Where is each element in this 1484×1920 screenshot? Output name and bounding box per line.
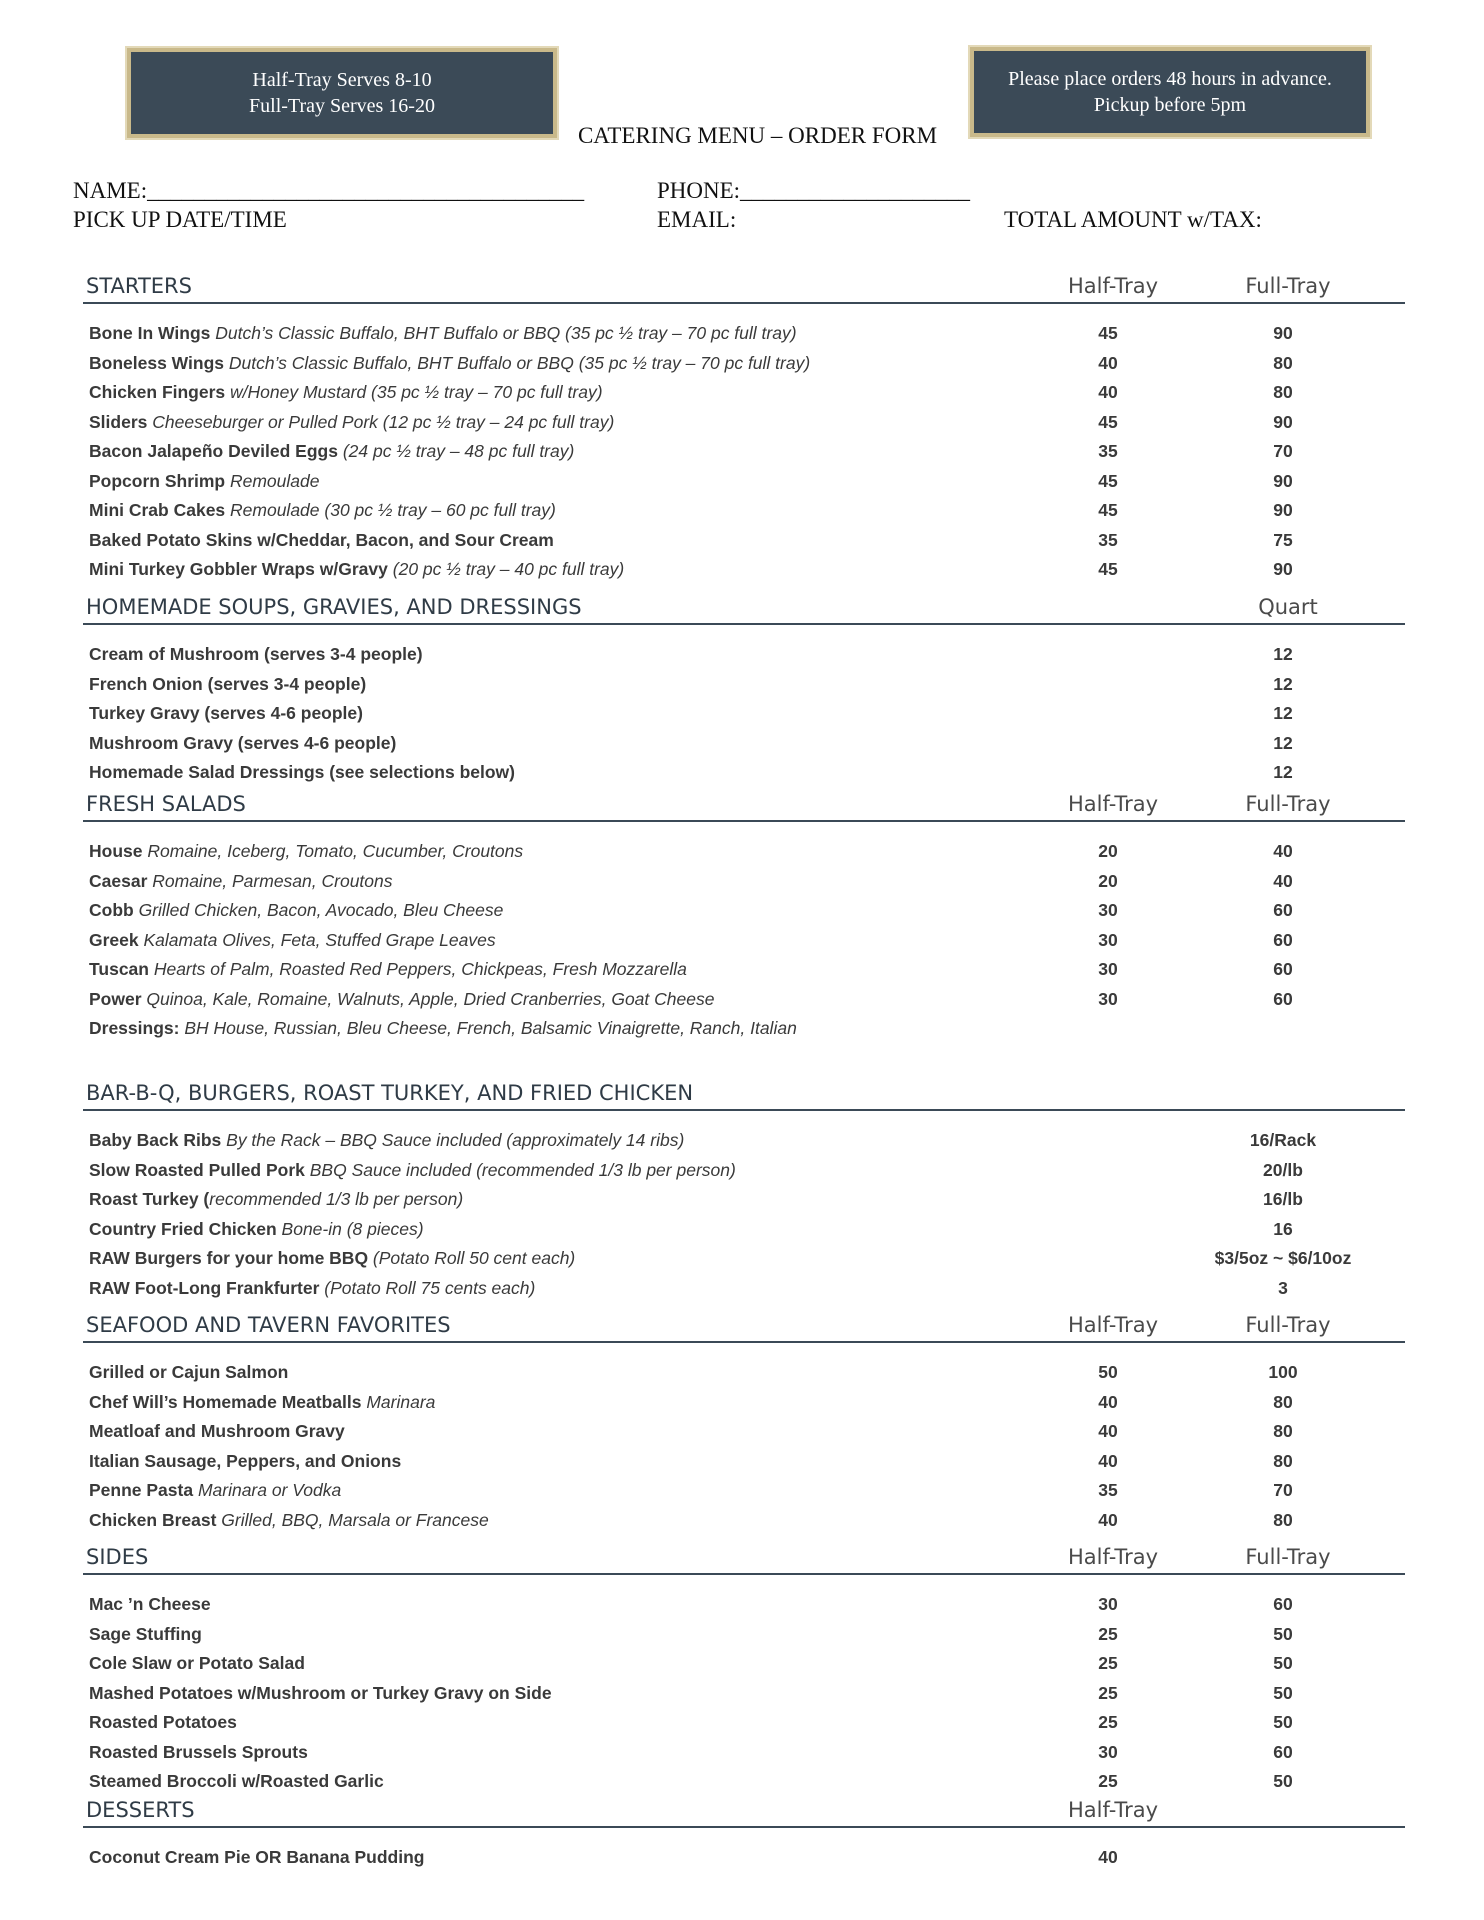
item-name: Dressings: — [89, 1018, 180, 1038]
item-name: Grilled or Cajun Salmon — [89, 1362, 289, 1382]
menu-section — [83, 1081, 1405, 1303]
total-amount-field[interactable]: TOTAL AMOUNT w/TAX: — [1004, 207, 1262, 232]
price-full: 50 — [1273, 1712, 1293, 1732]
menu-item — [83, 867, 1405, 897]
price-full: 3 — [1278, 1277, 1288, 1298]
price-full: 60 — [1273, 959, 1293, 979]
price-half: 45 — [1098, 500, 1118, 520]
item-label — [89, 1649, 305, 1679]
price-half: 35 — [1098, 529, 1118, 550]
menu-item — [83, 1126, 1405, 1156]
price-full: 20/lb — [1263, 1159, 1303, 1180]
price-full: 90 — [1273, 500, 1293, 520]
item-description: recommended 1/3 lb per person) — [209, 1189, 464, 1209]
item-name: Popcorn Shrimp — [89, 470, 226, 491]
item-description: Dutch’s Classic Buffalo, BHT Buffalo or BBQ (35 pc ½ tray – 70 pc full tray) — [224, 352, 811, 373]
item-name: Chicken Fingers — [89, 382, 226, 402]
item-label — [89, 1447, 401, 1477]
menu-item — [83, 467, 1405, 497]
item-label — [89, 670, 366, 700]
section-title: BAR-B-Q, BURGERS, ROAST TURKEY, AND FRIED CHICKEN — [86, 1081, 694, 1105]
section-header — [83, 1313, 1405, 1343]
price-half: 30 — [1098, 1594, 1118, 1614]
price-full: 80 — [1273, 1450, 1293, 1471]
item-name: Homemade Salad Dressings (see selections below) — [89, 762, 515, 782]
item-description: Remoulade — [225, 470, 320, 491]
price-half: 35 — [1098, 441, 1118, 461]
pickup-date-field[interactable]: PICK UP DATE/TIME — [73, 207, 287, 232]
item-name: Turkey Gravy (serves 4-6 people) — [89, 703, 363, 723]
menu-section — [83, 1545, 1405, 1797]
section-header — [83, 792, 1405, 822]
price-full: 40 — [1273, 870, 1293, 891]
item-description: Grilled Chicken, Bacon, Avocado, Bleu Cheese — [133, 900, 504, 920]
menu-item — [83, 1506, 1405, 1536]
column-header-full: Full-Tray — [1245, 1545, 1331, 1569]
item-name: Italian Sausage, Peppers, and Onions — [89, 1450, 402, 1471]
item-description: (24 pc ½ tray – 48 pc full tray) — [337, 441, 575, 461]
menu-section — [83, 1313, 1405, 1535]
price-full: 80 — [1273, 1391, 1293, 1412]
item-description: BBQ Sauce included (recommended 1/3 lb per person) — [304, 1159, 736, 1180]
advance-notice: Please place orders 48 hours in advance. — [1008, 68, 1332, 90]
menu-item — [83, 1620, 1405, 1650]
menu-item — [83, 1185, 1405, 1215]
item-label — [89, 837, 523, 867]
item-label — [89, 378, 603, 408]
half-tray-info: Half-Tray Serves 8-10 — [252, 69, 432, 91]
price-full: 12 — [1273, 762, 1293, 782]
item-label — [89, 1388, 435, 1418]
menu-item — [83, 699, 1405, 729]
item-label — [89, 1738, 308, 1768]
item-name: Country Fried Chicken — [89, 1218, 277, 1239]
item-label — [89, 437, 574, 467]
price-full: 60 — [1273, 900, 1293, 920]
item-label — [89, 1156, 736, 1186]
menu-item — [83, 1156, 1405, 1186]
price-half: 45 — [1098, 323, 1118, 343]
item-label — [89, 1708, 237, 1738]
page-title: CATERING MENU – ORDER FORM — [577, 123, 938, 148]
menu-item — [83, 1388, 1405, 1418]
price-half: 20 — [1098, 870, 1118, 891]
price-full: 50 — [1273, 1653, 1293, 1673]
menu-item — [83, 837, 1405, 867]
menu-item — [83, 496, 1405, 526]
item-name: Cobb — [89, 900, 134, 920]
price-full: 70 — [1273, 1480, 1293, 1500]
price-half: 40 — [1098, 1421, 1118, 1441]
item-description: Quinoa, Kale, Romaine, Walnuts, Apple, Dried Cranberries, Goat Cheese — [141, 988, 715, 1009]
item-name: Mac ’n Cheese — [89, 1594, 211, 1614]
item-name: Boneless Wings — [89, 352, 225, 373]
item-label — [89, 496, 556, 526]
item-name: Baked Potato Skins w/Cheddar, Bacon, and Sour Cream — [89, 529, 554, 550]
price-half: 40 — [1098, 352, 1118, 373]
menu-item — [83, 896, 1405, 926]
price-full: 80 — [1273, 1421, 1293, 1441]
item-description: w/Honey Mustard (35 pc ½ tray – 70 pc full tray) — [225, 382, 603, 402]
item-label — [89, 555, 624, 585]
menu-item — [83, 319, 1405, 349]
price-full: 16/lb — [1263, 1189, 1303, 1209]
price-full: 40 — [1273, 841, 1293, 861]
item-name: Roast Turkey ( — [89, 1189, 210, 1209]
menu-item — [83, 640, 1405, 670]
item-name: Baby Back Ribs — [89, 1130, 222, 1150]
price-half: 40 — [1098, 1847, 1118, 1867]
item-name: Sage Stuffing — [89, 1623, 202, 1644]
item-name: Meatloaf and Mushroom Gravy — [89, 1421, 345, 1441]
item-description: Hearts of Palm, Roasted Red Peppers, Chickpeas, Fresh Mozzarella — [148, 959, 687, 979]
item-label — [89, 1590, 211, 1620]
menu-item — [83, 1358, 1405, 1388]
column-header-full: Quart — [1258, 595, 1318, 619]
item-description: Marinara or Vodka — [193, 1480, 342, 1500]
price-full: 80 — [1273, 352, 1293, 373]
item-name: Greek — [89, 929, 139, 950]
item-name: Tuscan — [89, 959, 149, 979]
menu-item — [83, 985, 1405, 1015]
item-description: Remoulade (30 pc ½ tray – 60 pc full tray) — [225, 500, 556, 520]
item-name: RAW Foot-Long Frankfurter — [89, 1277, 320, 1298]
menu-item — [83, 1215, 1405, 1245]
price-half: 45 — [1098, 470, 1118, 491]
item-name: RAW Burgers for your home BBQ — [89, 1248, 369, 1268]
item-label — [89, 955, 687, 985]
price-full: 90 — [1273, 470, 1293, 491]
menu-item — [83, 955, 1405, 985]
price-full: 60 — [1273, 1741, 1293, 1762]
column-header-half: Half-Tray — [1067, 1313, 1159, 1337]
price-half: 30 — [1098, 929, 1118, 950]
full-tray-info: Full-Tray Serves 16-20 — [249, 95, 435, 117]
item-label — [89, 1476, 341, 1506]
item-description: Dutch’s Classic Buffalo, BHT Buffalo or BBQ (35 pc ½ tray – 70 pc full tray) — [210, 323, 797, 343]
price-half: 25 — [1098, 1653, 1118, 1673]
section-header — [83, 274, 1405, 304]
item-name: Cole Slaw or Potato Salad — [89, 1653, 305, 1673]
menu-item — [83, 1843, 1405, 1873]
menu-item — [83, 1590, 1405, 1620]
item-name: Mushroom Gravy (serves 4-6 people) — [89, 732, 397, 753]
item-label — [89, 1274, 535, 1304]
item-name: Power — [89, 988, 142, 1009]
item-description: (Potato Roll 50 cent each) — [368, 1248, 576, 1268]
item-name: Chicken Breast — [89, 1509, 217, 1530]
item-description: Cheeseburger or Pulled Pork (12 pc ½ tray – 24 pc full tray) — [147, 411, 615, 432]
menu-item — [83, 926, 1405, 956]
menu-section — [83, 595, 1405, 788]
menu-item — [83, 758, 1405, 788]
item-label — [89, 1417, 345, 1447]
item-label — [89, 1185, 463, 1215]
price-full: 75 — [1273, 529, 1293, 550]
column-header-full: Full-Tray — [1245, 1313, 1331, 1337]
price-full: 90 — [1273, 559, 1293, 579]
price-full: 12 — [1273, 732, 1293, 753]
section-title: STARTERS — [86, 274, 192, 298]
column-header-half: Half-Tray — [1067, 1798, 1159, 1822]
price-full: 50 — [1273, 1623, 1293, 1644]
price-full: 80 — [1273, 382, 1293, 402]
price-full: 100 — [1268, 1362, 1298, 1382]
item-name: Penne Pasta — [89, 1480, 194, 1500]
item-description: By the Rack – BBQ Sauce included (approximately 14 ribs) — [221, 1130, 685, 1150]
price-full: 70 — [1273, 441, 1293, 461]
item-description: Grilled, BBQ, Marsala or Francese — [216, 1509, 489, 1530]
menu-section — [83, 792, 1405, 1044]
item-description: Marinara — [361, 1391, 436, 1412]
price-full: 90 — [1273, 323, 1293, 343]
section-header — [83, 595, 1405, 625]
price-half: 30 — [1098, 900, 1118, 920]
menu-item — [83, 1738, 1405, 1768]
name-field[interactable]: NAME:______________________________________ — [73, 178, 585, 203]
item-name: Roasted Brussels Sprouts — [89, 1741, 308, 1762]
item-name: Sliders — [89, 411, 148, 432]
section-header — [83, 1545, 1405, 1575]
price-half: 20 — [1098, 841, 1118, 861]
item-name: Mashed Potatoes w/Mushroom or Turkey Gravy on Side — [89, 1682, 552, 1703]
menu-item — [83, 1767, 1405, 1797]
menu-item — [83, 1447, 1405, 1477]
item-label — [89, 1620, 202, 1650]
item-name: Slow Roasted Pulled Pork — [89, 1159, 305, 1180]
menu-item — [83, 349, 1405, 379]
price-half: 30 — [1098, 959, 1118, 979]
item-label — [89, 1843, 424, 1873]
menu-section — [83, 274, 1405, 585]
column-header-half: Half-Tray — [1067, 792, 1159, 816]
price-half: 40 — [1098, 1509, 1118, 1530]
price-full: 16 — [1273, 1218, 1293, 1239]
price-full: 60 — [1273, 1594, 1293, 1614]
section-title: HOMEMADE SOUPS, GRAVIES, AND DRESSINGS — [86, 595, 582, 619]
price-half: 25 — [1098, 1682, 1118, 1703]
item-name: Mini Crab Cakes — [89, 500, 226, 520]
item-label — [89, 896, 503, 926]
price-full: 60 — [1273, 929, 1293, 950]
price-half: 40 — [1098, 1391, 1118, 1412]
item-description: Romaine, Parmesan, Croutons — [147, 870, 393, 891]
menu-item — [83, 1708, 1405, 1738]
menu-item — [83, 1679, 1405, 1709]
item-label — [89, 319, 797, 349]
price-full: 12 — [1273, 644, 1293, 664]
item-label — [89, 526, 554, 556]
menu-item — [83, 729, 1405, 759]
item-label — [89, 1679, 552, 1709]
menu-item — [83, 670, 1405, 700]
menu-item — [83, 1476, 1405, 1506]
item-label — [89, 729, 396, 759]
item-label — [89, 640, 423, 670]
price-full: 60 — [1273, 988, 1293, 1009]
price-half: 50 — [1098, 1362, 1118, 1382]
price-full: $3/5oz ~ $6/10oz — [1214, 1248, 1352, 1268]
item-label — [89, 985, 714, 1015]
item-label — [89, 926, 496, 956]
item-label — [89, 699, 363, 729]
phone-field[interactable]: PHONE:____________________ — [657, 178, 971, 203]
email-field[interactable]: EMAIL: — [657, 207, 737, 232]
item-name: Bacon Jalapeño Deviled Eggs — [89, 441, 338, 461]
item-description: Romaine, Iceberg, Tomato, Cucumber, Croutons — [142, 841, 524, 861]
price-full: 12 — [1273, 703, 1293, 723]
item-label — [89, 1014, 797, 1044]
menu-item — [83, 555, 1405, 585]
section-title: FRESH SALADS — [86, 792, 246, 816]
column-header-full: Full-Tray — [1245, 792, 1331, 816]
price-half: 25 — [1098, 1623, 1118, 1644]
item-name: Caesar — [89, 870, 148, 891]
menu-item — [83, 378, 1405, 408]
price-half: 25 — [1098, 1712, 1118, 1732]
item-label — [89, 408, 614, 438]
price-full: 90 — [1273, 411, 1293, 432]
menu-item — [83, 1244, 1405, 1274]
item-description: (20 pc ½ tray – 40 pc full tray) — [387, 559, 625, 579]
item-label — [89, 1358, 288, 1388]
item-name: Steamed Broccoli w/Roasted Garlic — [89, 1771, 384, 1791]
item-label — [89, 867, 393, 897]
price-half: 30 — [1098, 988, 1118, 1009]
column-header-half: Half-Tray — [1067, 274, 1159, 298]
price-half: 40 — [1098, 1450, 1118, 1471]
item-name: Coconut Cream Pie OR Banana Pudding — [89, 1847, 425, 1867]
item-name: Mini Turkey Gobbler Wraps w/Gravy — [89, 559, 388, 579]
item-name: House — [89, 841, 143, 861]
price-half: 25 — [1098, 1771, 1118, 1791]
menu-item — [83, 1649, 1405, 1679]
section-title: SIDES — [86, 1545, 149, 1569]
item-label — [89, 1215, 424, 1245]
menu-item — [83, 1417, 1405, 1447]
menu-item — [83, 408, 1405, 438]
item-name: Cream of Mushroom (serves 3-4 people) — [89, 644, 423, 664]
price-half: 45 — [1098, 411, 1118, 432]
price-full: 50 — [1273, 1771, 1293, 1791]
menu-item — [83, 526, 1405, 556]
price-full: 50 — [1273, 1682, 1293, 1703]
price-half: 35 — [1098, 1480, 1118, 1500]
item-name: Roasted Potatoes — [89, 1712, 237, 1732]
item-description: Bone-in (8 pieces) — [276, 1218, 424, 1239]
price-full: 80 — [1273, 1509, 1293, 1530]
section-title: DESSERTS — [86, 1798, 195, 1822]
item-description: BH House, Russian, Bleu Cheese, French, Balsamic Vinaigrette, Ranch, Italian — [179, 1018, 797, 1038]
column-header-half: Half-Tray — [1067, 1545, 1159, 1569]
item-label — [89, 1506, 489, 1536]
menu-section — [83, 1798, 1405, 1873]
price-half: 30 — [1098, 1741, 1118, 1762]
pickup-notice: Pickup before 5pm — [1093, 94, 1247, 116]
item-label — [89, 1126, 684, 1156]
price-full: 16/Rack — [1249, 1130, 1317, 1150]
item-label — [89, 1767, 384, 1797]
item-label — [89, 758, 515, 788]
item-description: Kalamata Olives, Feta, Stuffed Grape Leaves — [138, 929, 496, 950]
item-name: Bone In Wings — [89, 323, 211, 343]
section-header — [83, 1081, 1405, 1111]
price-full: 12 — [1273, 673, 1293, 694]
item-label — [89, 1244, 575, 1274]
item-label — [89, 467, 320, 497]
menu-item — [83, 1014, 1405, 1044]
menu-item — [83, 437, 1405, 467]
item-description: (Potato Roll 75 cents each) — [319, 1277, 536, 1298]
column-header-full: Full-Tray — [1245, 274, 1331, 298]
menu-item — [83, 1274, 1405, 1304]
price-half: 40 — [1098, 382, 1118, 402]
section-header — [83, 1798, 1405, 1828]
section-title: SEAFOOD AND TAVERN FAVORITES — [86, 1313, 451, 1337]
price-half: 45 — [1098, 559, 1118, 579]
item-label — [89, 349, 810, 379]
item-name: Chef Will’s Homemade Meatballs — [89, 1391, 362, 1412]
item-name: French Onion (serves 3-4 people) — [89, 673, 367, 694]
